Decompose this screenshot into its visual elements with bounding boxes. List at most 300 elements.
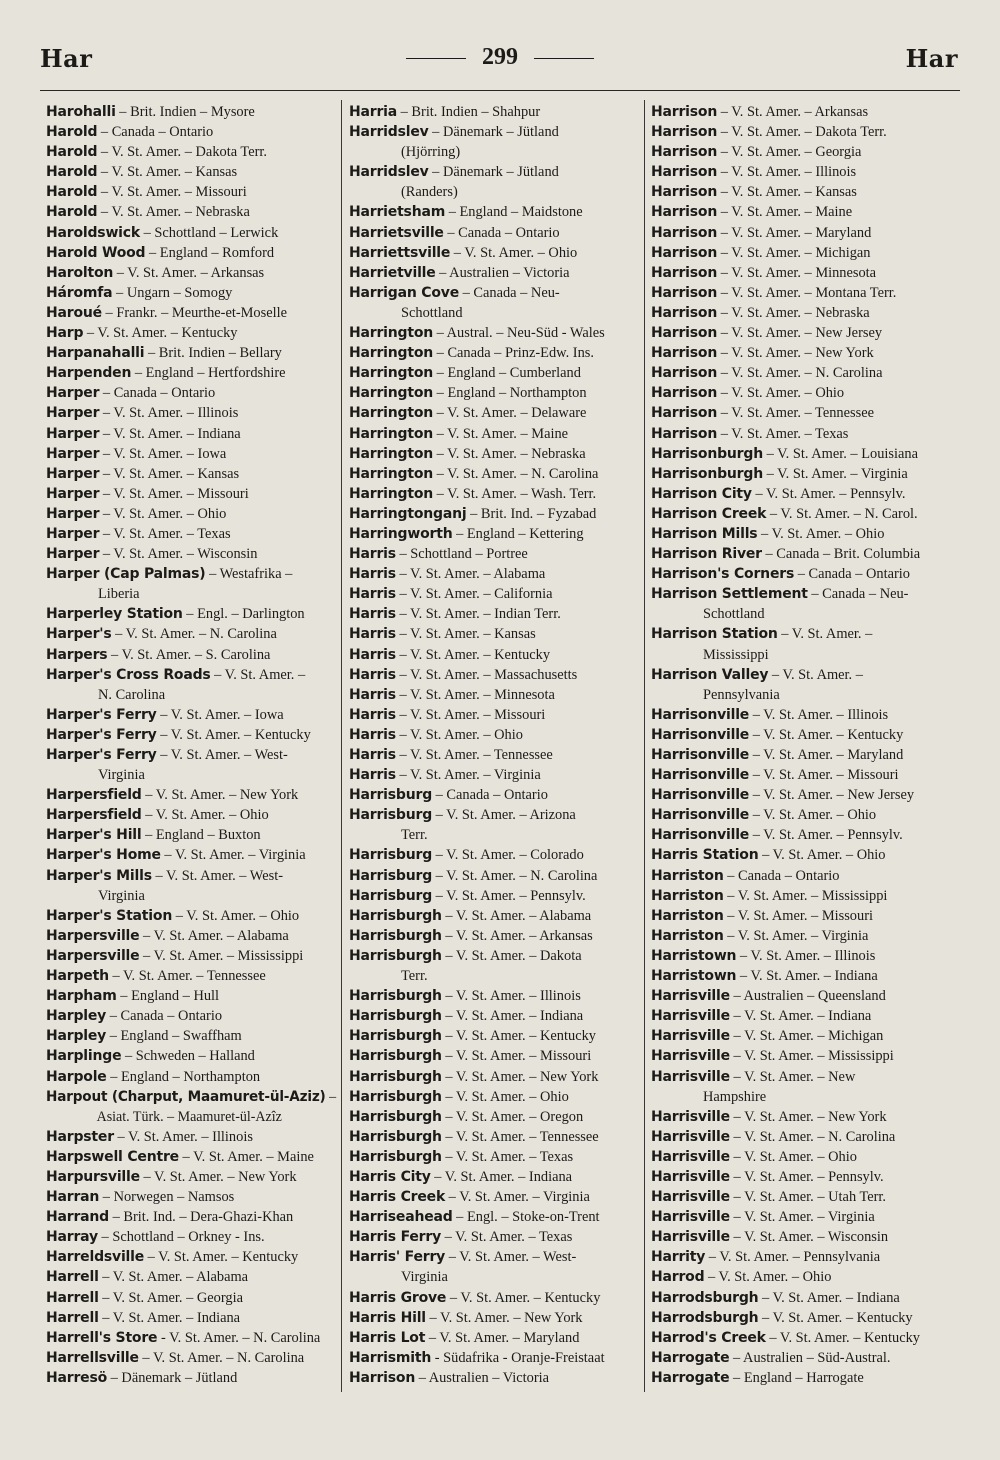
entry-location: – V. St. Amer. – Maryland bbox=[425, 1329, 580, 1346]
entry-location: – England – Hull bbox=[116, 988, 220, 1005]
gazetteer-entry bbox=[46, 202, 336, 222]
entry-headword: Harrington bbox=[349, 405, 434, 422]
gazetteer-entry bbox=[651, 946, 951, 966]
entry-location: – V. St. Amer. – Ohio bbox=[450, 244, 578, 261]
gazetteer-entry bbox=[349, 745, 641, 765]
entry-location: – V. St. Amer. – N. Carolina bbox=[138, 1349, 305, 1366]
entry-location: – England – Buxton bbox=[141, 827, 261, 844]
entry-headword: Harper bbox=[46, 385, 100, 402]
entry-headword: Harrington bbox=[349, 325, 434, 342]
entry-location: – Schweden – Halland bbox=[121, 1048, 255, 1065]
gazetteer-entry bbox=[651, 1026, 951, 1046]
entry-headword: Harrisburgh bbox=[349, 947, 442, 964]
entry-location: – V. St. Amer. – New York bbox=[425, 1309, 583, 1326]
entry-headword: Harrisburg bbox=[349, 787, 433, 804]
running-head-right: Har bbox=[905, 44, 958, 73]
entry-headword: Harrison bbox=[651, 104, 718, 120]
entry-headword: Harper's bbox=[46, 626, 112, 643]
entry-location: – Engl. – Darlington bbox=[182, 606, 305, 623]
entry-headword: Harrisonburgh bbox=[651, 465, 763, 482]
entry-location: – Schottland – Portree bbox=[395, 546, 528, 563]
entry-headword: Harrisburgh bbox=[349, 1128, 442, 1145]
gazetteer-entry bbox=[651, 745, 951, 765]
entry-location: – V. St. Amer. – Mississippi bbox=[729, 1048, 894, 1065]
gazetteer-entry bbox=[46, 303, 336, 323]
entry-headword: Harrison bbox=[651, 264, 718, 281]
entry-headword: Harper bbox=[46, 445, 100, 462]
gazetteer-entry bbox=[46, 1288, 336, 1308]
gazetteer-entry bbox=[349, 886, 641, 906]
gazetteer-entry bbox=[349, 403, 641, 423]
gazetteer-entry bbox=[651, 303, 951, 323]
entry-location: – V. St. Amer. – Minnesota bbox=[395, 686, 555, 703]
entry-headword: Harrisville bbox=[651, 1189, 730, 1206]
gazetteer-entry bbox=[651, 464, 951, 484]
gazetteer-entry bbox=[349, 1087, 641, 1107]
entry-location: – V. St. Amer. – Indiana bbox=[729, 1008, 872, 1025]
entry-headword: Harrietsham bbox=[349, 204, 446, 221]
entry-headword: Harrington bbox=[349, 365, 434, 382]
entry-location: – V. St. Amer. – Illinois bbox=[749, 706, 889, 723]
gazetteer-entry bbox=[651, 1067, 951, 1107]
entry-continuation: Pennsylvania bbox=[703, 686, 780, 703]
entry-headword: Harris bbox=[349, 666, 396, 683]
entry-location: – V. St. Amer. – N. Carolina bbox=[433, 465, 599, 482]
gazetteer-entry bbox=[46, 122, 336, 142]
gazetteer-entry bbox=[651, 223, 951, 243]
entry-location: – V. St. Amer. – Colorado bbox=[432, 847, 584, 864]
entry-location: – V. St. Amer. – Ohio bbox=[704, 1269, 832, 1286]
gazetteer-entry bbox=[349, 725, 641, 745]
entry-location: – V. St. Amer. – Indiana bbox=[758, 1289, 900, 1306]
gazetteer-entry bbox=[46, 1308, 336, 1328]
gazetteer-entry bbox=[46, 785, 336, 805]
entry-location: – V. St. Amer. – Kansas bbox=[395, 626, 536, 643]
entry-location: – England – Swaffham bbox=[106, 1028, 242, 1045]
entry-location: – V. St. Amer. – Georgia bbox=[98, 1289, 243, 1306]
page-number-line bbox=[0, 44, 1000, 71]
entry-location: – England – Northampton bbox=[433, 385, 587, 402]
entry-headword: Harrietville bbox=[349, 264, 436, 281]
entry-headword: Harrisonville bbox=[651, 726, 750, 743]
entry-location: – V. St. Amer. – Kentucky bbox=[749, 726, 904, 743]
entry-headword: Harriettsville bbox=[349, 244, 451, 261]
entry-headword: Harrison River bbox=[651, 546, 762, 563]
entry-location: – V. St. Amer. – Missouri bbox=[97, 184, 247, 201]
entry-location: – V. St. Amer. – New York bbox=[441, 1068, 599, 1085]
entry-headword: Harrington bbox=[349, 385, 434, 402]
gazetteer-entry bbox=[349, 544, 641, 564]
entry-location: – V. St. Amer. – Minnesota bbox=[717, 264, 877, 281]
entry-location: – V. St. Amer. – Kansas bbox=[97, 164, 238, 181]
gazetteer-entry bbox=[349, 1006, 641, 1026]
gazetteer-entry bbox=[349, 343, 641, 363]
entry-headword: Harper's Hill bbox=[46, 827, 142, 844]
entry-headword: Harrison City bbox=[651, 485, 752, 502]
gazetteer-entry bbox=[651, 805, 951, 825]
entry-location: – V. St. Amer. – Kansas bbox=[99, 465, 240, 482]
gazetteer-entry bbox=[349, 202, 641, 222]
gazetteer-entry bbox=[651, 705, 951, 725]
gazetteer-entry bbox=[46, 162, 336, 182]
gazetteer-entry bbox=[651, 624, 951, 664]
gazetteer-entry bbox=[349, 102, 641, 122]
entry-continuation: Schottland bbox=[703, 606, 765, 623]
gazetteer-entry bbox=[349, 1026, 641, 1046]
entry-location: – Canada – Ontario bbox=[443, 224, 560, 241]
gazetteer-entry bbox=[46, 504, 336, 524]
entry-location: – V. St. Amer. – Ohio bbox=[99, 505, 227, 522]
entry-headword: Harrisonville bbox=[651, 747, 750, 763]
entry-location: – V. St. Amer. – Kentucky bbox=[144, 1249, 299, 1266]
entry-headword: Harper's Cross Roads bbox=[46, 666, 211, 683]
gazetteer-entry bbox=[349, 845, 641, 865]
entry-location: – England – Hertfordshire bbox=[131, 365, 286, 382]
entry-headword: Harrisonville bbox=[651, 706, 750, 723]
entry-column-2 bbox=[349, 102, 641, 1388]
entry-location: – V. St. Amer. – Ohio bbox=[172, 907, 300, 924]
gazetteer-entry bbox=[46, 323, 336, 343]
entry-headword: Harris bbox=[349, 747, 396, 763]
gazetteer-entry bbox=[349, 1147, 641, 1167]
entry-headword: Harris Lot bbox=[349, 1329, 426, 1346]
gazetteer-entry bbox=[349, 645, 641, 665]
entry-headword: Harrell's Store bbox=[46, 1329, 158, 1346]
gazetteer-entry bbox=[46, 1227, 336, 1247]
entry-headword: Harper's Mills bbox=[46, 867, 152, 884]
gazetteer-entry bbox=[349, 223, 641, 243]
gazetteer-entry bbox=[349, 1288, 641, 1308]
entry-location: – Canada – Ontario bbox=[106, 1008, 223, 1025]
entry-headword: Harridslev bbox=[349, 124, 429, 141]
entry-location: – V. St. Amer. – Virginia bbox=[395, 767, 541, 784]
entry-headword: Harpley bbox=[46, 1028, 107, 1045]
entry-location: – V. St. Amer. – Indiana bbox=[736, 968, 878, 985]
entry-location: – V. St. Amer. – West- bbox=[156, 747, 288, 763]
entry-location: – V. St. Amer. – Nebraska bbox=[717, 304, 870, 321]
gazetteer-entry bbox=[349, 283, 641, 323]
entry-headword: Harrogate bbox=[651, 1349, 730, 1366]
entry-headword: Harrell bbox=[46, 1309, 99, 1326]
entry-continuation: Terr. bbox=[401, 968, 428, 985]
entry-location: – V. St. Amer. – Alabama bbox=[441, 907, 592, 924]
gazetteer-entry bbox=[46, 1026, 336, 1046]
entry-headword: Harold bbox=[46, 204, 98, 221]
entry-location: – V. St. Amer. – Maine bbox=[178, 1148, 314, 1165]
entry-headword: Haroldswick bbox=[46, 224, 140, 241]
entry-location: – V. St. Amer. – Arkansas bbox=[113, 264, 265, 281]
gazetteer-entry bbox=[349, 1227, 641, 1247]
entry-location: – V. St. Amer. – Texas bbox=[441, 1229, 573, 1246]
entry-location: – V. St. Amer. – Louisiana bbox=[762, 445, 918, 462]
gazetteer-entry bbox=[651, 524, 951, 544]
entry-headword: Harrison bbox=[651, 304, 718, 321]
entry-location: – England – Maidstone bbox=[445, 204, 583, 221]
entry-headword: Harrisville bbox=[651, 1209, 730, 1226]
entry-headword: Harrisburg bbox=[349, 867, 433, 884]
entry-location: – V. St. Amer. – Maryland bbox=[717, 224, 872, 241]
entry-headword: Harper bbox=[46, 485, 100, 502]
gazetteer-entry bbox=[46, 1147, 336, 1167]
entry-location: – V. St. Amer. – Maine bbox=[433, 425, 569, 442]
gazetteer-entry bbox=[651, 564, 951, 584]
running-head-left: Har bbox=[40, 44, 93, 73]
gazetteer-entry bbox=[46, 564, 336, 604]
entry-location: – V. St. Amer. – Mississippi bbox=[723, 887, 888, 904]
entry-location: – Canada – Ontario bbox=[99, 385, 216, 402]
header-dash-right bbox=[534, 58, 594, 59]
entry-headword: Harris City bbox=[349, 1168, 431, 1185]
entry-headword: Harper's Ferry bbox=[46, 747, 157, 763]
gazetteer-entry bbox=[46, 926, 336, 946]
entry-location: – V. St. Amer. – Illinois bbox=[99, 405, 239, 422]
entry-headword: Harristown bbox=[651, 968, 737, 985]
entry-location: – V. St. Amer. – Indian Terr. bbox=[395, 606, 561, 623]
entry-headword: Harpole bbox=[46, 1068, 107, 1085]
entry-location: – V. St. Amer. – Kentucky bbox=[446, 1289, 601, 1306]
entry-location: – V. St. Amer. – Mississippi bbox=[139, 947, 304, 964]
entry-location: – V. St. Amer. – Kentucky bbox=[156, 726, 311, 743]
entry-headword: Harper bbox=[46, 465, 100, 482]
entry-location: – V. St. Amer. – Dakota Terr. bbox=[97, 144, 267, 161]
entry-headword: Harpham bbox=[46, 988, 117, 1005]
entry-location: – V. St. Amer. – Ohio bbox=[717, 385, 845, 402]
entry-headword: Harrison bbox=[651, 345, 718, 362]
entry-location: – V. St. Amer. – Missouri bbox=[99, 485, 249, 502]
entry-location: – V. St. Amer. – Texas bbox=[717, 425, 849, 442]
gazetteer-entry bbox=[349, 243, 641, 263]
gazetteer-entry bbox=[46, 102, 336, 122]
gazetteer-entry bbox=[651, 785, 951, 805]
entry-headword: Harriston bbox=[651, 927, 724, 944]
gazetteer-entry bbox=[46, 524, 336, 544]
entry-headword: Harper's Ferry bbox=[46, 706, 157, 723]
entry-location: – England – Kettering bbox=[452, 525, 584, 542]
entry-location: – Australien – Süd-Austral. bbox=[729, 1349, 891, 1366]
entry-headword: Harolton bbox=[46, 264, 114, 281]
gazetteer-entry bbox=[46, 1067, 336, 1087]
entry-headword: Harold bbox=[46, 164, 98, 181]
entry-location: – V. St. Amer. – Virginia bbox=[762, 465, 908, 482]
entry-headword: Harrietsville bbox=[349, 224, 444, 241]
gazetteer-entry bbox=[349, 564, 641, 584]
entry-location: – V. St. Amer. – Texas bbox=[99, 525, 231, 542]
gazetteer-entry bbox=[349, 424, 641, 444]
gazetteer-entry bbox=[651, 1348, 951, 1368]
gazetteer-entry bbox=[349, 1207, 641, 1227]
entry-location: – England – Romford bbox=[145, 244, 275, 261]
entry-location: – V. St. Amer. – Pennsylvania bbox=[705, 1249, 881, 1266]
entry-headword: Harran bbox=[46, 1189, 100, 1206]
gazetteer-entry bbox=[651, 504, 951, 524]
entry-headword: Harris bbox=[349, 586, 396, 603]
entry-location: – Brit. Indien – Mysore bbox=[115, 104, 255, 120]
entry-location: – V. St. Amer. – Indiana bbox=[430, 1168, 573, 1185]
entry-headword: Harrisburgh bbox=[349, 927, 442, 944]
entry-headword: Harrisonburgh bbox=[651, 445, 763, 462]
gazetteer-entry bbox=[46, 484, 336, 504]
entry-headword: Harper's Ferry bbox=[46, 726, 157, 743]
entry-headword: Harrison bbox=[349, 1369, 416, 1386]
gazetteer-entry bbox=[651, 1127, 951, 1147]
gazetteer-entry bbox=[651, 102, 951, 122]
entry-location: – Schottland – Lerwick bbox=[139, 224, 279, 241]
entry-headword: Harper bbox=[46, 405, 100, 422]
entry-location: – Australien – Victoria bbox=[435, 264, 570, 281]
entry-headword: Harray bbox=[46, 1229, 98, 1246]
entry-location: – V. St. Amer. – Dakota bbox=[441, 947, 582, 964]
entry-headword: Harrison's Corners bbox=[651, 566, 795, 583]
gazetteer-entry bbox=[651, 263, 951, 283]
entry-headword: Harpster bbox=[46, 1128, 114, 1145]
gazetteer-entry bbox=[651, 1247, 951, 1267]
entry-headword: Harpley bbox=[46, 1008, 107, 1025]
entry-location: – V. St. Amer. – Illinois bbox=[717, 164, 857, 181]
entry-location: – V. St. Amer. – Ohio bbox=[729, 1148, 857, 1165]
entry-location: – V. St. Amer. – Michigan bbox=[729, 1028, 884, 1045]
entry-location: – Dänemark – Jütland bbox=[428, 124, 559, 141]
entry-headword: Harrisburgh bbox=[349, 1028, 442, 1045]
gazetteer-entry bbox=[651, 1267, 951, 1287]
gazetteer-entry bbox=[651, 182, 951, 202]
gazetteer-entry bbox=[46, 1207, 336, 1227]
entry-headword: Harrisburgh bbox=[349, 988, 442, 1005]
gazetteer-entry bbox=[349, 604, 641, 624]
entry-location: – V. St. Amer. – Montana Terr. bbox=[717, 284, 897, 301]
entry-headword: Harrisonville bbox=[651, 807, 750, 824]
gazetteer-entry bbox=[46, 263, 336, 283]
entry-headword: Harrisville bbox=[651, 1008, 730, 1025]
entry-headword: Harrisville bbox=[651, 988, 730, 1005]
page-number: 299 bbox=[482, 44, 518, 70]
entry-headword: Harrisburg bbox=[349, 887, 433, 904]
entry-location: – V. St. Amer. – West- bbox=[445, 1249, 577, 1266]
entry-location: – Frankr. – Meurthe-et-Moselle bbox=[101, 304, 287, 321]
gazetteer-entry bbox=[46, 1006, 336, 1026]
entry-headword: Harris Ferry bbox=[349, 1229, 442, 1246]
entry-headword: Harrison Settlement bbox=[651, 586, 808, 603]
entry-continuation: Terr. bbox=[401, 827, 428, 844]
entry-headword: Harrison Station bbox=[651, 626, 778, 643]
entry-headword: Harrison bbox=[651, 365, 718, 382]
entry-location: – V. St. Amer. – Virginia bbox=[723, 927, 869, 944]
gazetteer-entry bbox=[651, 1207, 951, 1227]
gazetteer-entry bbox=[651, 725, 951, 745]
entry-location: – V. St. Amer. – Pennsylv. bbox=[729, 1168, 884, 1185]
entry-continuation: Mississippi bbox=[703, 646, 769, 663]
entry-continuation: Asiat. Türk. – Maamuret-ül-Azîz bbox=[96, 1108, 282, 1125]
gazetteer-entry bbox=[349, 705, 641, 725]
entry-headword: Harrisville bbox=[651, 1028, 730, 1045]
entry-headword: Harper bbox=[46, 505, 100, 522]
gazetteer-entry bbox=[46, 1087, 337, 1127]
header-rule bbox=[40, 90, 960, 91]
entry-headword: Harpeth bbox=[46, 968, 109, 985]
entry-headword: Haroué bbox=[46, 304, 102, 321]
entry-column-1 bbox=[46, 102, 336, 1388]
entry-location: - V. St. Amer. – N. Carolina bbox=[157, 1329, 321, 1346]
entry-location: – V. St. Amer. – Wisconsin bbox=[729, 1229, 889, 1246]
entry-location: – V. St. Amer. – Wisconsin bbox=[99, 546, 258, 563]
gazetteer-entry bbox=[46, 403, 336, 423]
entry-continuation: Virginia bbox=[401, 1269, 448, 1286]
entry-headword: Harper (Cap Palmas) bbox=[46, 566, 206, 583]
gazetteer-entry bbox=[349, 263, 641, 283]
entry-headword: Harrison bbox=[651, 284, 718, 301]
gazetteer-entry bbox=[349, 946, 641, 986]
entry-location: – Canada – Ontario bbox=[794, 566, 910, 583]
entry-continuation: Liberia bbox=[98, 586, 140, 603]
gazetteer-entry bbox=[651, 283, 951, 303]
entry-location: – V. St. Amer. – Missouri bbox=[441, 1048, 592, 1065]
entry-headword: Harrisville bbox=[651, 1168, 730, 1185]
entry-location: – Schottland – Orkney - Ins. bbox=[97, 1229, 265, 1246]
gazetteer-entry bbox=[46, 1167, 336, 1187]
entry-location: – Brit. Ind. – Fyzabad bbox=[466, 505, 597, 522]
entry-location: – V. St. Amer. – Maine bbox=[717, 204, 853, 221]
entry-headword: Harrison bbox=[651, 164, 718, 181]
gazetteer-entry bbox=[651, 986, 951, 1006]
gazetteer-entry bbox=[46, 946, 336, 966]
entry-location: – V. St. Amer. – Virginia bbox=[160, 847, 306, 864]
gazetteer-entry bbox=[651, 926, 951, 946]
gazetteer-entry bbox=[349, 785, 641, 805]
entry-headword: Harrisville bbox=[651, 1229, 730, 1246]
gazetteer-entry bbox=[46, 142, 336, 162]
gazetteer-entry bbox=[651, 1368, 951, 1388]
entry-continuation: (Randers) bbox=[401, 184, 458, 201]
entry-headword: Harrodsburgh bbox=[651, 1309, 759, 1326]
gazetteer-entry bbox=[46, 444, 336, 464]
entry-headword: Harplinge bbox=[46, 1048, 122, 1065]
entry-headword: Harpout (Charput, Maamuret-ül-Aziz) bbox=[46, 1088, 326, 1105]
entry-location: – V. St. Amer. – Missouri bbox=[749, 767, 899, 784]
entry-headword: Harpursville bbox=[46, 1168, 140, 1185]
entry-headword: Harris bbox=[349, 566, 396, 583]
entry-headword: Harperley Station bbox=[46, 606, 183, 623]
gazetteer-entry bbox=[46, 966, 336, 986]
gazetteer-entry bbox=[46, 1046, 336, 1066]
entry-headword: Harrison bbox=[651, 244, 718, 261]
entry-headword: Harrisburgh bbox=[349, 1088, 442, 1105]
entry-location: – Brit. Indien – Shahpur bbox=[397, 104, 541, 120]
entry-location: – V. St. Amer. – Michigan bbox=[717, 244, 871, 261]
entry-headword: Harrisburgh bbox=[349, 1148, 442, 1165]
entry-location: – V. St. Amer. – bbox=[768, 666, 863, 683]
entry-location: – V. St. Amer. – New York bbox=[139, 1168, 297, 1185]
entry-headword: Harristown bbox=[651, 947, 737, 964]
entry-location: – V. St. Amer. – Massachusetts bbox=[395, 666, 578, 683]
entry-location: – V. St. Amer. – Kansas bbox=[717, 184, 857, 201]
entry-headword: Harpswell Centre bbox=[46, 1148, 179, 1165]
entry-location: – V. St. Amer. – Utah Terr. bbox=[729, 1189, 887, 1206]
entry-headword: Harris Hill bbox=[349, 1309, 426, 1326]
entry-headword: Harrisburgh bbox=[349, 1048, 442, 1065]
entry-headword: Harrington bbox=[349, 425, 434, 442]
entry-location: – V. St. Amer. – Ohio bbox=[395, 726, 523, 743]
entry-headword: Harrison Mills bbox=[651, 525, 758, 542]
entry-headword: Harris Creek bbox=[349, 1189, 446, 1206]
entry-headword: Harper bbox=[46, 525, 100, 542]
entry-headword: Harris' Ferry bbox=[349, 1249, 446, 1266]
entry-location: – V. St. Amer. – Texas bbox=[441, 1148, 574, 1165]
entry-headword: Harrison bbox=[651, 204, 718, 221]
entry-headword: Harriston bbox=[651, 907, 724, 924]
entry-location: – V. St. Amer. – Ohio bbox=[758, 847, 886, 864]
entry-location: – V. St. Amer. – Maryland bbox=[749, 747, 904, 763]
entry-location: – V. St. Amer. – Illinois bbox=[113, 1128, 253, 1145]
entry-headword: Harrison bbox=[651, 385, 718, 402]
